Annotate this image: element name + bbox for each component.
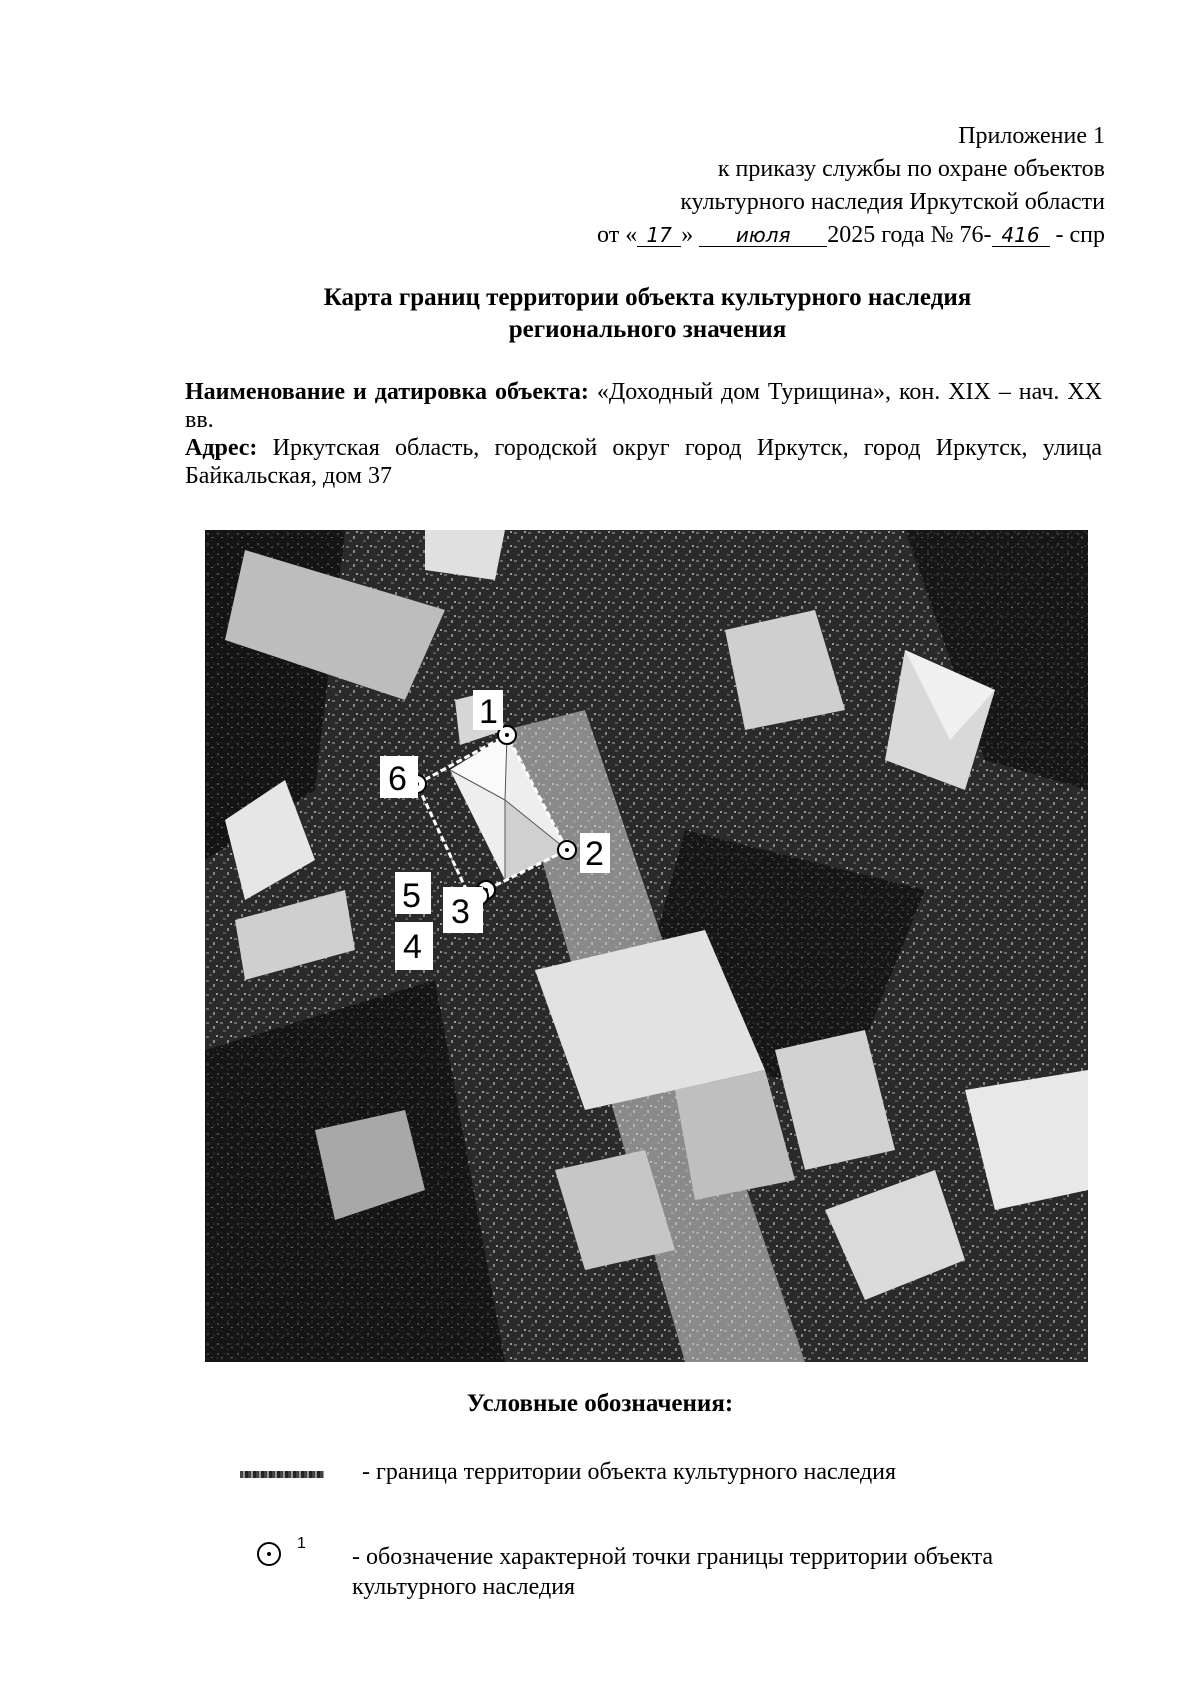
date-mid: » (681, 222, 694, 248)
handwritten-month: июля (699, 224, 827, 247)
point-label-3 (443, 887, 483, 933)
aerial-map-image (205, 530, 1088, 1362)
object-info (185, 378, 1102, 490)
point-label-4 (395, 922, 433, 970)
svg-text:1: 1 (479, 693, 498, 731)
year-text: 2025 года № 76- (827, 222, 992, 248)
appendix-line-3: культурного наследия Иркутской области (680, 189, 1105, 215)
object-address-paragraph (185, 434, 1102, 490)
object-name-value: «Доходный дом Турищина», кон. XIX – нач. XX вв. (185, 379, 1102, 433)
appendix-block (597, 120, 1105, 252)
order-suffix: - спр (1055, 222, 1105, 248)
point-marker-icon (255, 1534, 313, 1570)
object-address-label: Адрес: (185, 435, 258, 461)
aerial-map (205, 530, 1088, 1362)
appendix-line-1: Приложение 1 (958, 123, 1105, 149)
svg-text:2: 2 (585, 835, 604, 873)
legend-title: Условные обозначения: (466, 1390, 734, 1417)
handwritten-order-number: 416 (992, 224, 1050, 247)
svg-text:1: 1 (297, 1535, 306, 1552)
document-title (175, 282, 1120, 346)
svg-text:6: 6 (388, 760, 407, 798)
appendix-date-line (597, 219, 1105, 252)
date-prefix: от « (597, 222, 638, 248)
svg-text:3: 3 (451, 893, 470, 931)
legend-boundary-text: - граница территории объекта культурного наследия (362, 1459, 897, 1485)
handwritten-day: 17 (637, 224, 681, 247)
legend-point-symbol (255, 1534, 313, 1570)
boundary-point-2 (558, 841, 576, 859)
legend-boundary-swatch (240, 1471, 324, 1478)
object-address-value: Иркутская область, городской округ город Иркутск, город Иркутск, улица Байкальская, дом 37 (185, 435, 1103, 489)
object-name-label: Наименование и датировка объекта: (185, 379, 589, 405)
point-label-2 (580, 833, 610, 873)
title-line-1: Карта границ территории объекта культурного наследия (323, 284, 972, 311)
point-label-6 (380, 756, 418, 798)
appendix-line-2: к приказу службы по охране объектов (717, 156, 1105, 182)
legend-point-text: - обозначение характерной точки границы территории объекта культурного наследия (352, 1544, 994, 1600)
point-label-5 (395, 872, 431, 915)
svg-text:4: 4 (403, 928, 422, 966)
title-line-2: регионального значения (508, 316, 787, 343)
object-name-paragraph (185, 378, 1102, 434)
svg-text:5: 5 (402, 877, 421, 915)
point-label-1 (473, 690, 503, 731)
